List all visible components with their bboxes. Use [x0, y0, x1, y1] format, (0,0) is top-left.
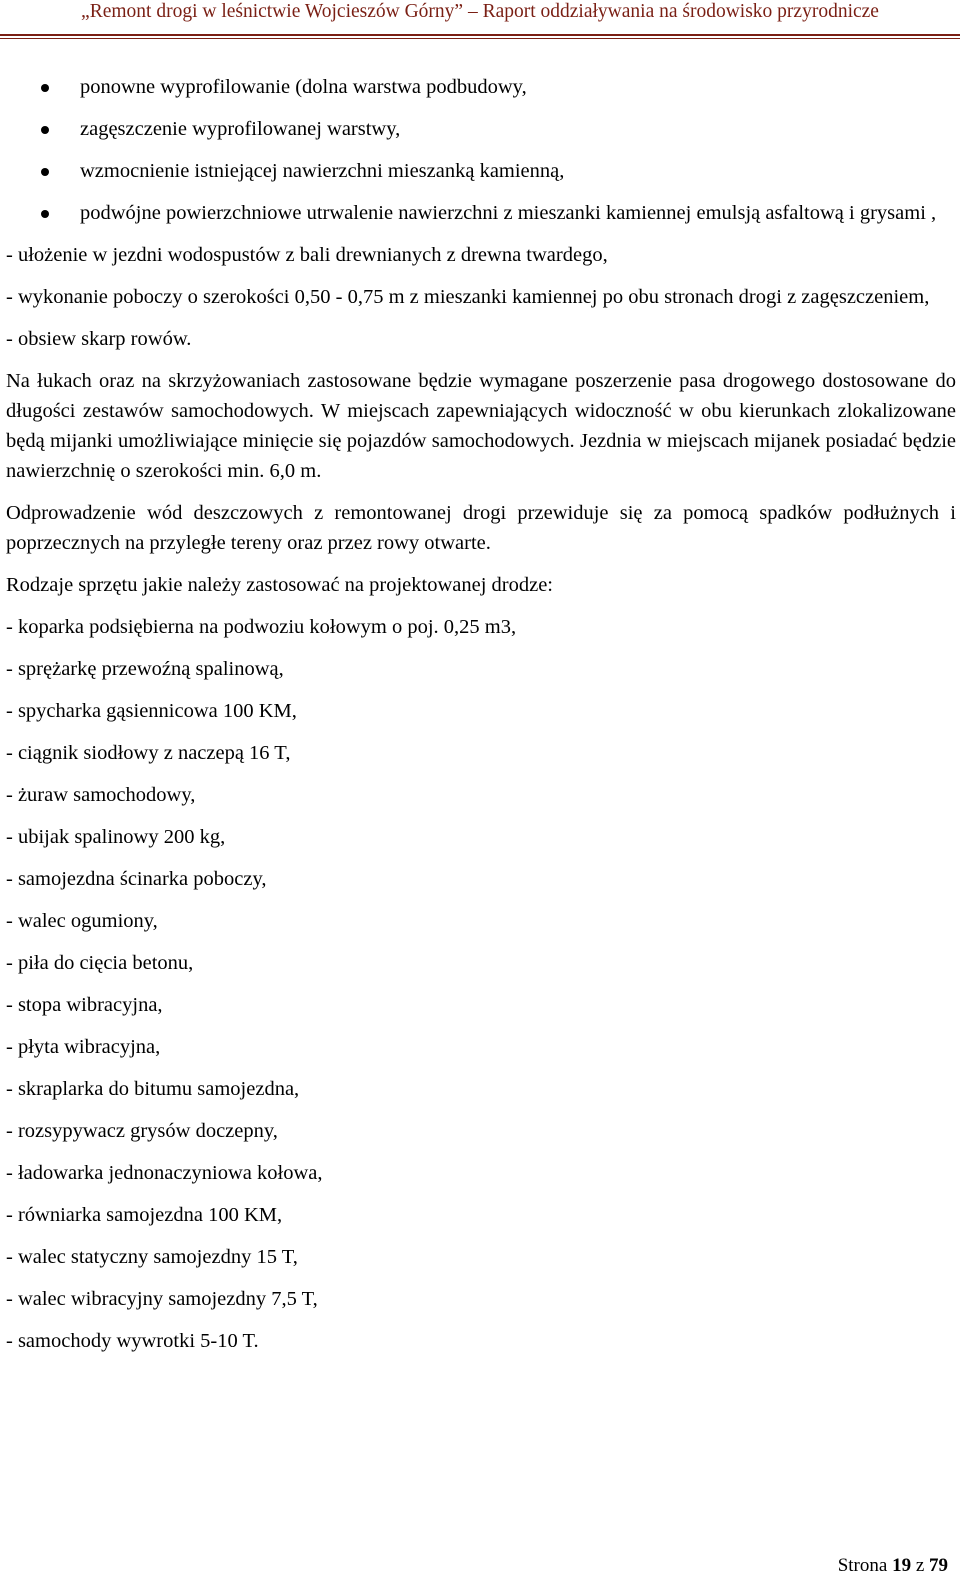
equipment-item: - walec ogumiony, — [6, 910, 158, 932]
equipment-item: - walec statyczny samojezdny 15 T, — [6, 1246, 298, 1268]
equipment-item: - płyta wibracyjna, — [6, 1036, 161, 1058]
paragraph-widening: Na łukach oraz na skrzyżowaniach zastosowane będzie wymagane poszerzenie pasa drogowego dostosowane do długości zestawów samochodowych. W miejscach zapewniających widoczność w obu kierunkach zlokalizowane będą mijanki umożliwiające minięcie się pojazdów samochodowych. Jezdnia w miejscach mijanek posiadać będzie nawierzchnię o szerokości min. 6,0 m. — [6, 370, 956, 482]
dash-item: - wykonanie poboczy o szerokości 0,50 - 0,75 m z mieszanki kamiennej po obu stronach drogi z zagęszczeniem, — [6, 286, 930, 308]
footer-of: z — [915, 1555, 925, 1576]
bullet-icon — [41, 210, 49, 218]
dash-item: - obsiew skarp rowów. — [6, 328, 192, 350]
equipment-item: - samojezdna ścinarka poboczy, — [6, 868, 267, 890]
equipment-item: - ubijak spalinowy 200 kg, — [6, 826, 226, 848]
bullet-icon — [41, 126, 49, 134]
header-divider — [0, 34, 960, 36]
footer-label: Strona — [837, 1555, 888, 1576]
page-number: 19 — [892, 1555, 912, 1576]
page-header — [0, 0, 960, 26]
header-title: „Remont drogi w leśnictwie Wojcieszów Górny” – Raport oddziaływania na środowisko przyrodnicze — [81, 1, 879, 22]
equipment-item: - rozsypywacz grysów doczepny, — [6, 1120, 278, 1142]
equipment-list — [6, 612, 956, 1356]
list-item: podwójne powierzchniowe utrwalenie nawierzchni z mieszanki kamiennej emulsją asfaltową i grysami , — [6, 198, 956, 228]
equipment-item: - walec wibracyjny samojezdny 7,5 T, — [6, 1288, 318, 1310]
equipment-item: - samochody wywrotki 5-10 T. — [6, 1330, 259, 1352]
bullet-list — [6, 72, 956, 228]
equipment-item: - stopa wibracyjna, — [6, 994, 163, 1016]
equipment-item: - ładowarka jednonaczyniowa kołowa, — [6, 1162, 323, 1184]
equipment-item: - żuraw samochodowy, — [6, 784, 196, 806]
list-item: ponowne wyprofilowanie (dolna warstwa podbudowy, — [6, 72, 956, 102]
equipment-item: - piła do cięcia betonu, — [6, 952, 194, 974]
page-total: 79 — [929, 1555, 948, 1576]
header-divider-thin — [0, 38, 960, 39]
paragraph-drainage: Odprowadzenie wód deszczowych z remontowanej drogi przewiduje się za pomocą spadków podłużnych i poprzecznych na przyległe tereny oraz przez rowy otwarte. — [6, 502, 956, 554]
equipment-item: - skraplarka do bitumu samojezdna, — [6, 1078, 300, 1100]
equipment-heading: Rodzaje sprzętu jakie należy zastosować na projektowanej drodze: — [6, 574, 554, 596]
equipment-item: - spycharka gąsiennicowa 100 KM, — [6, 700, 297, 722]
list-item: wzmocnienie istniejącej nawierzchni mieszanką kamienną, — [6, 156, 956, 186]
dash-item: - ułożenie w jezdni wodospustów z bali drewnianych z drewna twardego, — [6, 244, 608, 266]
document-body — [6, 72, 956, 1368]
equipment-item: - koparka podsiębierna na podwoziu kołowym o poj. 0,25 m3, — [6, 616, 517, 638]
equipment-item: - sprężarkę przewoźną spalinową, — [6, 658, 284, 680]
page-footer — [838, 1554, 948, 1578]
equipment-item: - równiarka samojezdna 100 KM, — [6, 1204, 283, 1226]
bullet-icon — [41, 84, 49, 92]
equipment-item: - ciągnik siodłowy z naczepą 16 T, — [6, 742, 291, 764]
list-item: zagęszczenie wyprofilowanej warstwy, — [6, 114, 956, 144]
bullet-icon — [41, 168, 49, 176]
